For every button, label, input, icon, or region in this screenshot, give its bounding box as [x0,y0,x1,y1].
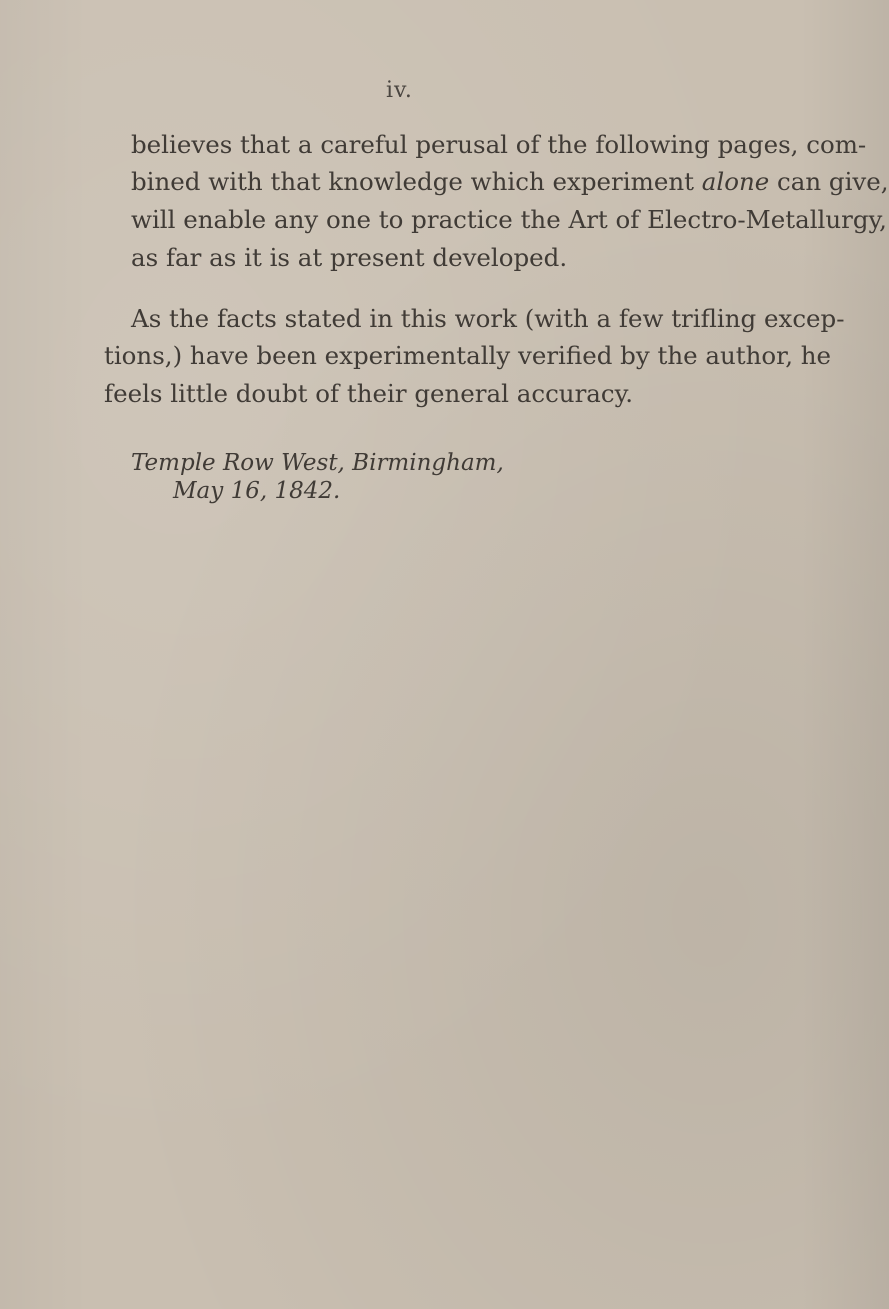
page-number: iv. [386,78,413,103]
paragraph-1-line-1: believes that a careful perusal of the following pages, com- [131,130,867,159]
paragraph-2-line-1: As the facts stated in this work (with a few trifling excep- [131,304,845,333]
paragraph-2-line-3: feels little doubt of their general accuracy. [104,379,633,408]
emphasis-alone: alone [701,167,770,196]
paragraph-1-line-2 [131,167,889,197]
paragraph-1-line-3: will enable any one to practice the Art of Electro-Metallurgy, [131,205,887,234]
paragraph-1-line-2-end: can give, [769,167,889,196]
signature-place: Temple Row West, Birmingham, [131,450,504,476]
signature-date: May 16, 1842. [173,478,341,504]
paragraph-1-line-2-start: bined with that knowledge which experiment [131,167,702,196]
paragraph-2-line-2: tions,) have been experimentally verified by the author, he [104,341,832,370]
paragraph-1-line-4: as far as it is at present developed. [131,243,568,272]
